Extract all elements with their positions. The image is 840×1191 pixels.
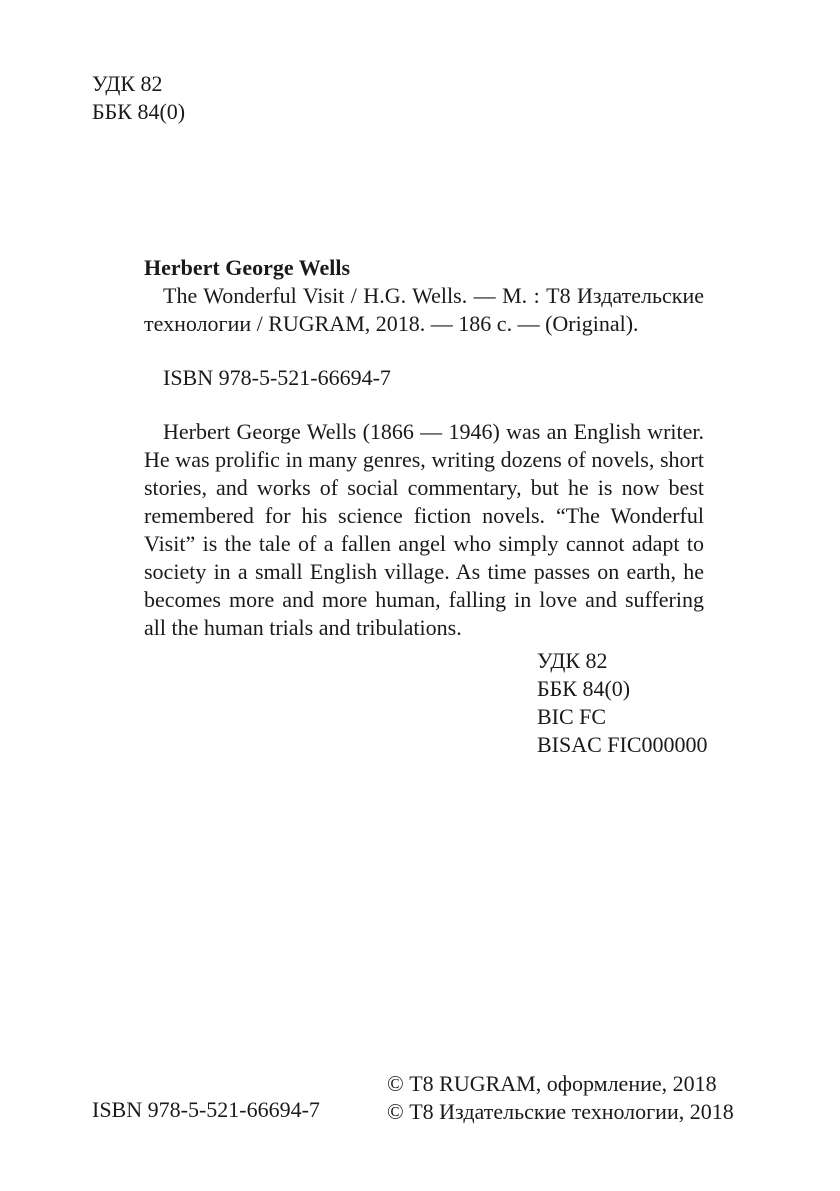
copyright-publisher: © Т8 Издательские технологии, 2018 [387,1099,734,1124]
bbk-code-right: ББК 84(0) [537,676,631,701]
bibliographic-block [144,254,704,642]
copyright-notices [387,1070,734,1126]
bibliographic-description: The Wonderful Visit / H.G. Wells. — М. : Т8 Издательские технологии / RUGRAM, 2018. — 186 с. — (Original). [144,283,704,336]
bic-code: BIC FC [537,704,607,729]
annotation-text: Herbert George Wells (1866 — 1946) was an English writer. He was prolific in many genres, writing dozens of novels, short stories, and works of social commentary, but he is now best remembered for his science fiction novels. “The Wonderful Visit” is the tale of a fallen angel who simply cannot adapt to society in a small English village. As time passes on earth, he becomes more and more human, falling in love and suffering all the human trials and tribulations. [144,419,704,640]
udk-code-right: УДК 82 [537,648,608,673]
isbn-line: ISBN 978-5-521-66694-7 [163,365,391,390]
copyright-design: © Т8 RUGRAM, оформление, 2018 [387,1071,717,1096]
footer-isbn: ISBN 978-5-521-66694-7 [92,1097,320,1122]
classification-codes-right [537,647,708,759]
author-name: Herbert George Wells [144,255,351,280]
bbk-code: ББК 84(0) [92,99,186,124]
udk-code: УДК 82 [92,71,163,96]
bisac-code: BISAC FIC000000 [537,732,708,757]
classification-codes-top [92,70,185,126]
